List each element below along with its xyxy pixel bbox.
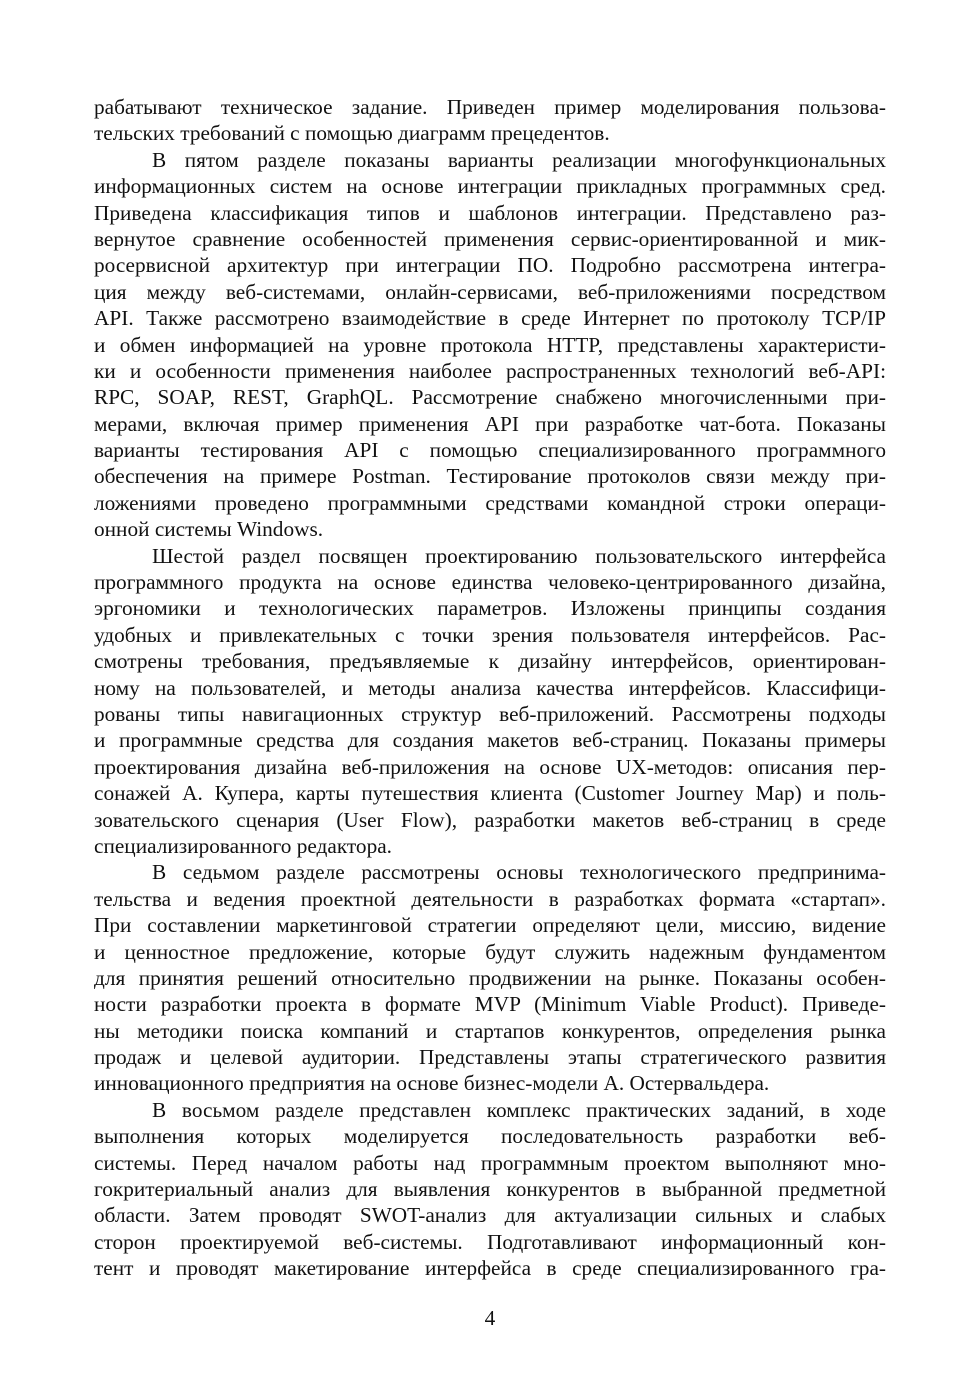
text-line: программного продукта на основе единства человеко-центрированного дизайна, bbox=[94, 570, 886, 595]
text-line: ки и особенности применения наиболее распространенных технологий веб-API: bbox=[94, 358, 886, 383]
paragraph-1 bbox=[94, 94, 886, 147]
text-line: проектирования дизайна веб-приложения на основе UX-методов: описания пер- bbox=[94, 754, 886, 779]
text-line: и обмен информацией на уровне протокола HTTP, представлены характеристи- bbox=[94, 332, 886, 357]
paragraph-3 bbox=[94, 543, 886, 860]
text-line: ция между веб-системами, онлайн-сервисами, веб-приложениями посредством bbox=[94, 279, 886, 304]
text-line: для принятия решений относительно продвижении на рынке. Показаны особен- bbox=[94, 965, 886, 990]
text-line: тельских требований с помощью диаграмм прецедентов. bbox=[94, 121, 610, 146]
text-line: В восьмом разделе представлен комплекс практических заданий, в ходе bbox=[152, 1097, 886, 1122]
page-number: 4 bbox=[484, 1306, 496, 1330]
text-line: мерами, включая пример применения API при разработке чат-бота. Показаны bbox=[94, 411, 886, 436]
text-line: онной системы Windows. bbox=[94, 517, 324, 542]
text-line: сонажей А. Купера, карты путешествия клиента (Customer Journey Map) и поль- bbox=[94, 781, 886, 806]
text-line: ны методики поиска компаний и стартапов конкурентов, определения рынка bbox=[94, 1018, 886, 1043]
text-line: смотрены требования, предъявляемые к дизайну интерфейсов, ориентирован- bbox=[94, 649, 886, 674]
text-line: Приведена классификация типов и шаблонов интеграции. Представлено раз- bbox=[94, 200, 886, 225]
text-line: продаж и целевой аудитории. Представлены этапы стратегического развития bbox=[94, 1045, 886, 1070]
text-line: ности разработки проекта в формате MVP (Minimum Viable Product). Приведе- bbox=[94, 992, 886, 1017]
text-line: специализированного редактора. bbox=[94, 833, 392, 858]
paragraph-2 bbox=[94, 147, 886, 543]
text-line: эргономики и технологических параметров. Изложены принципы создания bbox=[94, 596, 886, 621]
text-line: ному на пользователей, и методы анализа качества интерфейсов. Классифици- bbox=[94, 675, 886, 700]
text-line: вернутое сравнение особенностей применения сервис-ориентированной и мик- bbox=[94, 226, 886, 251]
text-line: обеспечения на примере Postman. Тестирование протоколов связи между при- bbox=[94, 464, 886, 489]
document-body bbox=[94, 94, 886, 1282]
text-line: области. Затем проводят SWOT-анализ для актуализации сильных и слабых bbox=[94, 1203, 886, 1228]
text-line: удобных и привлекательных с точки зрения пользователя интерфейсов. Рас- bbox=[94, 622, 886, 647]
text-line: варианты тестирования API с помощью специализированного программного bbox=[94, 438, 886, 463]
text-line: и ценностное предложение, которые будут служить надежным фундаментом bbox=[94, 939, 886, 964]
text-line: зовательского сценария (User Flow), разработки макетов веб-страниц в среде bbox=[94, 807, 886, 832]
text-line: API. Также рассмотрено взаимодействие в среде Интернет по протоколу TCP/IP bbox=[94, 306, 886, 331]
text-line: В пятом разделе показаны варианты реализации многофункциональных bbox=[152, 147, 886, 172]
text-line: Шестой раздел посвящен проектированию пользовательского интерфейса bbox=[152, 543, 886, 568]
paragraph-5 bbox=[94, 1097, 886, 1282]
text-line: В седьмом разделе рассмотрены основы технологического предпринима- bbox=[152, 860, 886, 885]
text-line: рабатывают техническое задание. Приведен пример моделирования пользова- bbox=[94, 95, 886, 119]
text-line: системы. Перед началом работы над программным проектом выполняют мно- bbox=[94, 1150, 886, 1175]
paragraph-4 bbox=[94, 859, 886, 1097]
text-line: При составлении маркетинговой стратегии определяют цели, миссию, видение bbox=[94, 913, 886, 938]
text-line: информационных систем на основе интеграции прикладных программных сред. bbox=[94, 174, 886, 199]
text-line: ложениями проведено программными средствами командной строки операци- bbox=[94, 490, 886, 515]
text-line: росервисной архитектур при интеграции ПО. Подробно рассмотрена интегра- bbox=[94, 253, 886, 278]
text-line: и программные средства для создания макетов веб-страниц. Показаны примеры bbox=[94, 728, 886, 753]
text-line: рованы типы навигационных структур веб-приложений. Рассмотрены подходы bbox=[94, 701, 886, 726]
text-line: RPC, SOAP, REST, GraphQL. Рассмотрение снабжено многочисленными при- bbox=[94, 385, 886, 410]
text-line: инновационного предприятия на основе бизнес-модели А. Остервальдера. bbox=[94, 1071, 770, 1096]
text-line: выполнения которых моделируется последовательность разработки веб- bbox=[94, 1124, 886, 1149]
text-line: тельства и ведения проектной деятельности в разработках формата «стартап». bbox=[94, 886, 886, 911]
text-line: тент и проводят макетирование интерфейса в среде специализированного гра- bbox=[94, 1256, 886, 1281]
text-line: сторон проектируемой веб-системы. Подготавливают информационный кон- bbox=[94, 1229, 886, 1254]
text-line: гокритериальный анализ для выявления конкурентов в выбранной предметной bbox=[94, 1177, 886, 1202]
